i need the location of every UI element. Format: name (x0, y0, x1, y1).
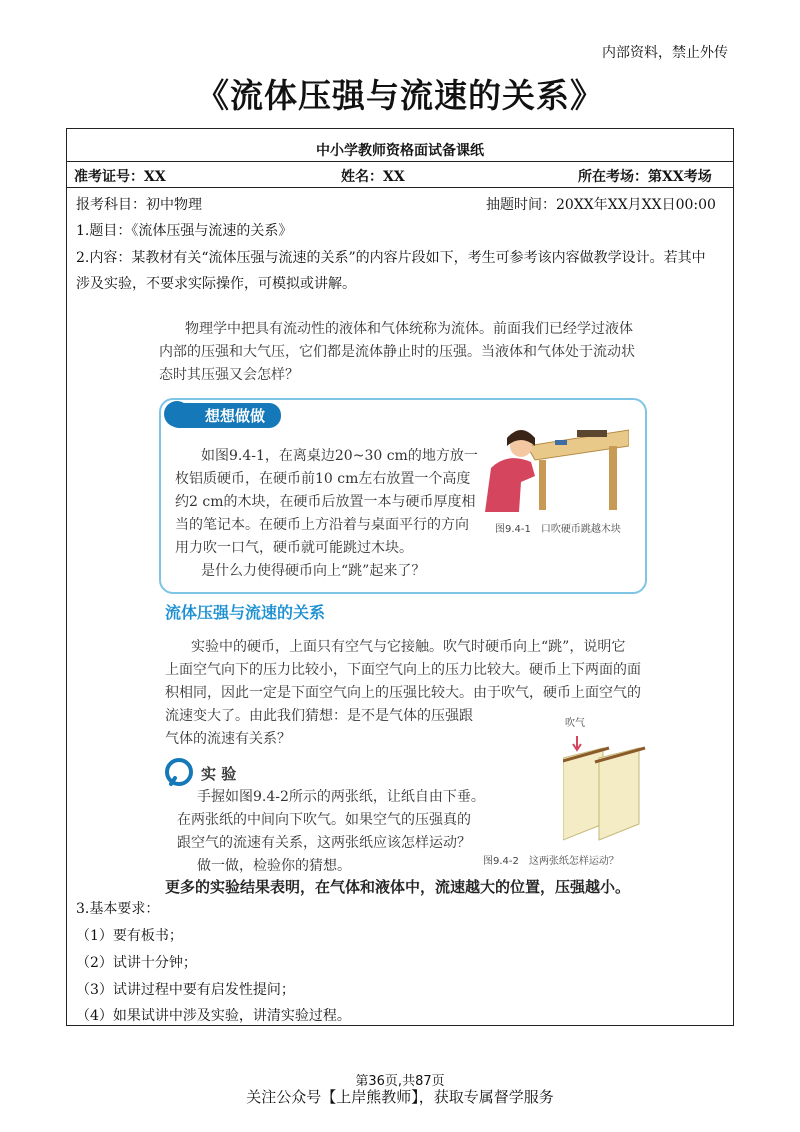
section-line: 气体的流速有关系？ (165, 731, 291, 747)
page-number: 第36页,共87页 (355, 1074, 445, 1089)
intro-line: 态时其压强又会怎样？ (159, 367, 299, 383)
divider (67, 187, 733, 188)
section-heading: 流体压强与流速的关系 (165, 603, 326, 622)
name-field: 姓名：XX (341, 169, 405, 185)
section-line: 积相同，因此一定是下面空气向上的压强比较大。由于吹气，硬币上面空气的 (165, 685, 641, 701)
section-line: 实验中的硬币，上面只有空气与它接触。吹气时硬币向上“跳”，说明它 (191, 639, 626, 655)
document-title: 《流体压强与流速的关系》 (196, 76, 604, 115)
requirement-item: （3）试讲过程中要有启发性提问； (76, 982, 295, 998)
venue-field: 所在考场：第XX考场 (578, 169, 712, 185)
form-title: 中小学教师资格面试备课纸 (316, 143, 484, 159)
content-line: 2.内容：某教材有关“流体压强与流速的关系”的内容片段如下，考生可参考该内容做教学设计。若其中 (76, 250, 706, 266)
requirement-item: （4）如果试讲中涉及实验，讲清实验过程。 (76, 1008, 351, 1024)
draw-time-field: 抽题时间：20XX年XX月XX日00:00 (486, 197, 716, 213)
exam-id-field: 准考证号：XX (74, 169, 166, 185)
intro-line: 物理学中把具有流动性的液体和气体统称为流体。前面我们已经学过液体 (185, 321, 633, 337)
experiment-line: 在两张纸的中间向下吹气。如果空气的压强真的 (177, 812, 471, 828)
topic-line: 1.题目：《流体压强与流速的关系》 (76, 223, 293, 239)
divider (67, 161, 733, 162)
think-line: 如图9.4-1，在离桌边20~30 cm的地方放一 (201, 448, 478, 464)
think-line: 用力吹一口气，硬币就可能跳过木块。 (175, 540, 413, 556)
section-line: 上面空气向下的压力比较小，下面空气向上的压力比较大。硬币上下两面的面 (165, 662, 641, 678)
content-line: 涉及实验，不要求实际操作，可模拟或讲解。 (76, 276, 356, 292)
think-line: 约2 cm的木块，在硬币后放置一本与硬币厚度相 (175, 494, 476, 510)
experiment-title: 实 验 (201, 765, 237, 783)
experiment-line: 手握如图9.4-2所示的两张纸，让纸自由下垂。 (197, 789, 485, 805)
think-and-do-title: 想想做做 (167, 403, 281, 428)
experiment-line: 跟空气的流速有关系，这两张纸应该怎样运动？ (177, 835, 471, 851)
think-line: 枚铝质硬币，在硬币前10 cm左右放置一个高度 (175, 471, 471, 487)
conclusion: 更多的实验结果表明，在气体和液体中，流速越大的位置，压强越小。 (165, 878, 631, 896)
requirement-item: （2）试讲十分钟； (76, 955, 197, 971)
magnifier-icon (165, 758, 195, 792)
figure-caption: 图9.4-2 这两张纸怎样运动？ (483, 856, 619, 867)
blow-label: 吹气 (565, 718, 585, 729)
two-papers-illustration (563, 728, 655, 854)
confidential-notice: 内部资料，禁止外传 (602, 45, 728, 61)
requirement-item: （1）要有板书； (76, 928, 183, 944)
intro-line: 内部的压强和大气压，它们都是流体静止时的压强。当液体和气体处于流动状 (159, 344, 635, 360)
blowing-coin-illustration (477, 416, 629, 516)
subject-field: 报考科目：初中物理 (76, 197, 202, 213)
experiment-line: 做一做，检验你的猜想。 (197, 858, 351, 874)
textbook-excerpt (159, 318, 729, 896)
think-line: 是什么力使得硬币向上“跳”起来了？ (201, 563, 426, 579)
requirements-title: 3.基本要求： (76, 901, 160, 917)
figure-caption: 图9.4-1 口吹硬币跳越木块 (495, 524, 621, 535)
think-line: 当的笔记本。在硬币上方沿着与桌面平行的方向 (175, 517, 469, 533)
section-line: 流速变大了。由此我们猜想：是不是气体的压强跟 (165, 708, 473, 724)
promo-line: 关注公众号【上岸熊教师】，获取专属督学服务 (246, 1088, 554, 1106)
